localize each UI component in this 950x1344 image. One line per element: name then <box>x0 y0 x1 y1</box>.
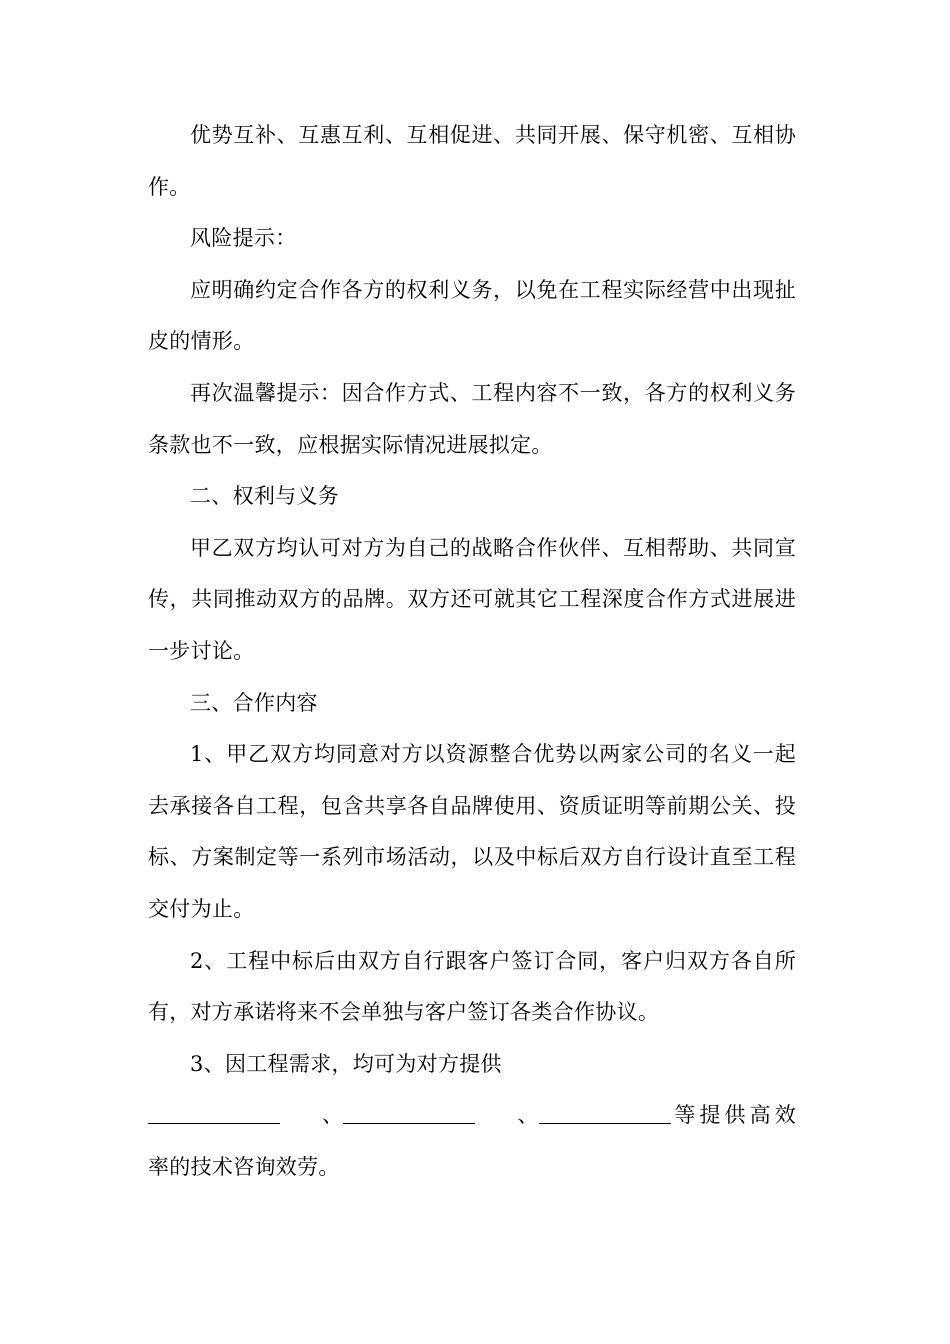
fill-blank-1[interactable] <box>148 1102 280 1124</box>
separator-1: 、 <box>322 1103 344 1128</box>
fill-blank-2[interactable] <box>343 1102 475 1124</box>
clause-3-lead: 3、因工程需求，均可为对方提供 <box>190 1051 502 1076</box>
document-page <box>148 110 796 1193</box>
paragraph-6: 甲乙双方均认可对方为自己的战略合作伙伴、互相帮助、共同宣传，共同推动双方的品牌。双方还可就其它工程深度合作方式进展进一步讨论。 <box>148 535 796 663</box>
paragraph-1: 优势互补、互惠互利、互相促进、共同开展、保守机密、互相协作。 <box>148 123 796 199</box>
separator-2: 、 <box>517 1103 539 1128</box>
paragraph-4: 再次温馨提示：因合作方式、工程内容不一致，各方的权利义务条款也不一致，应根据实际情况进展拟定。 <box>148 380 796 457</box>
paragraph-2: 风险提示： <box>190 226 297 251</box>
clause-3 <box>148 1039 796 1194</box>
section-heading-content: 三、合作内容 <box>190 690 318 715</box>
fill-blank-3[interactable] <box>539 1102 671 1124</box>
clause-3-tail: 等提供高效率的技术咨询效劳。 <box>148 1103 796 1179</box>
section-heading-rights: 二、权利与义务 <box>190 484 340 509</box>
paragraph-3: 应明确约定合作各方的权利义务，以免在工程实际经营中出现扯皮的情形。 <box>148 277 796 354</box>
clause-1: 1、甲乙双方均同意对方以资源整合优势以两家公司的名义一起去承接各自工程，包含共享各自品牌使用、资质证明等前期公关、投标、方案制定等一系列市场活动，以及中标后双方自行设计直至工程交付为止。 <box>148 742 796 921</box>
clause-2: 2、工程中标后由双方自行跟客户签订合同，客户归双方各自所有，对方承诺将来不会单独与客户签订各类合作协议。 <box>148 948 796 1025</box>
